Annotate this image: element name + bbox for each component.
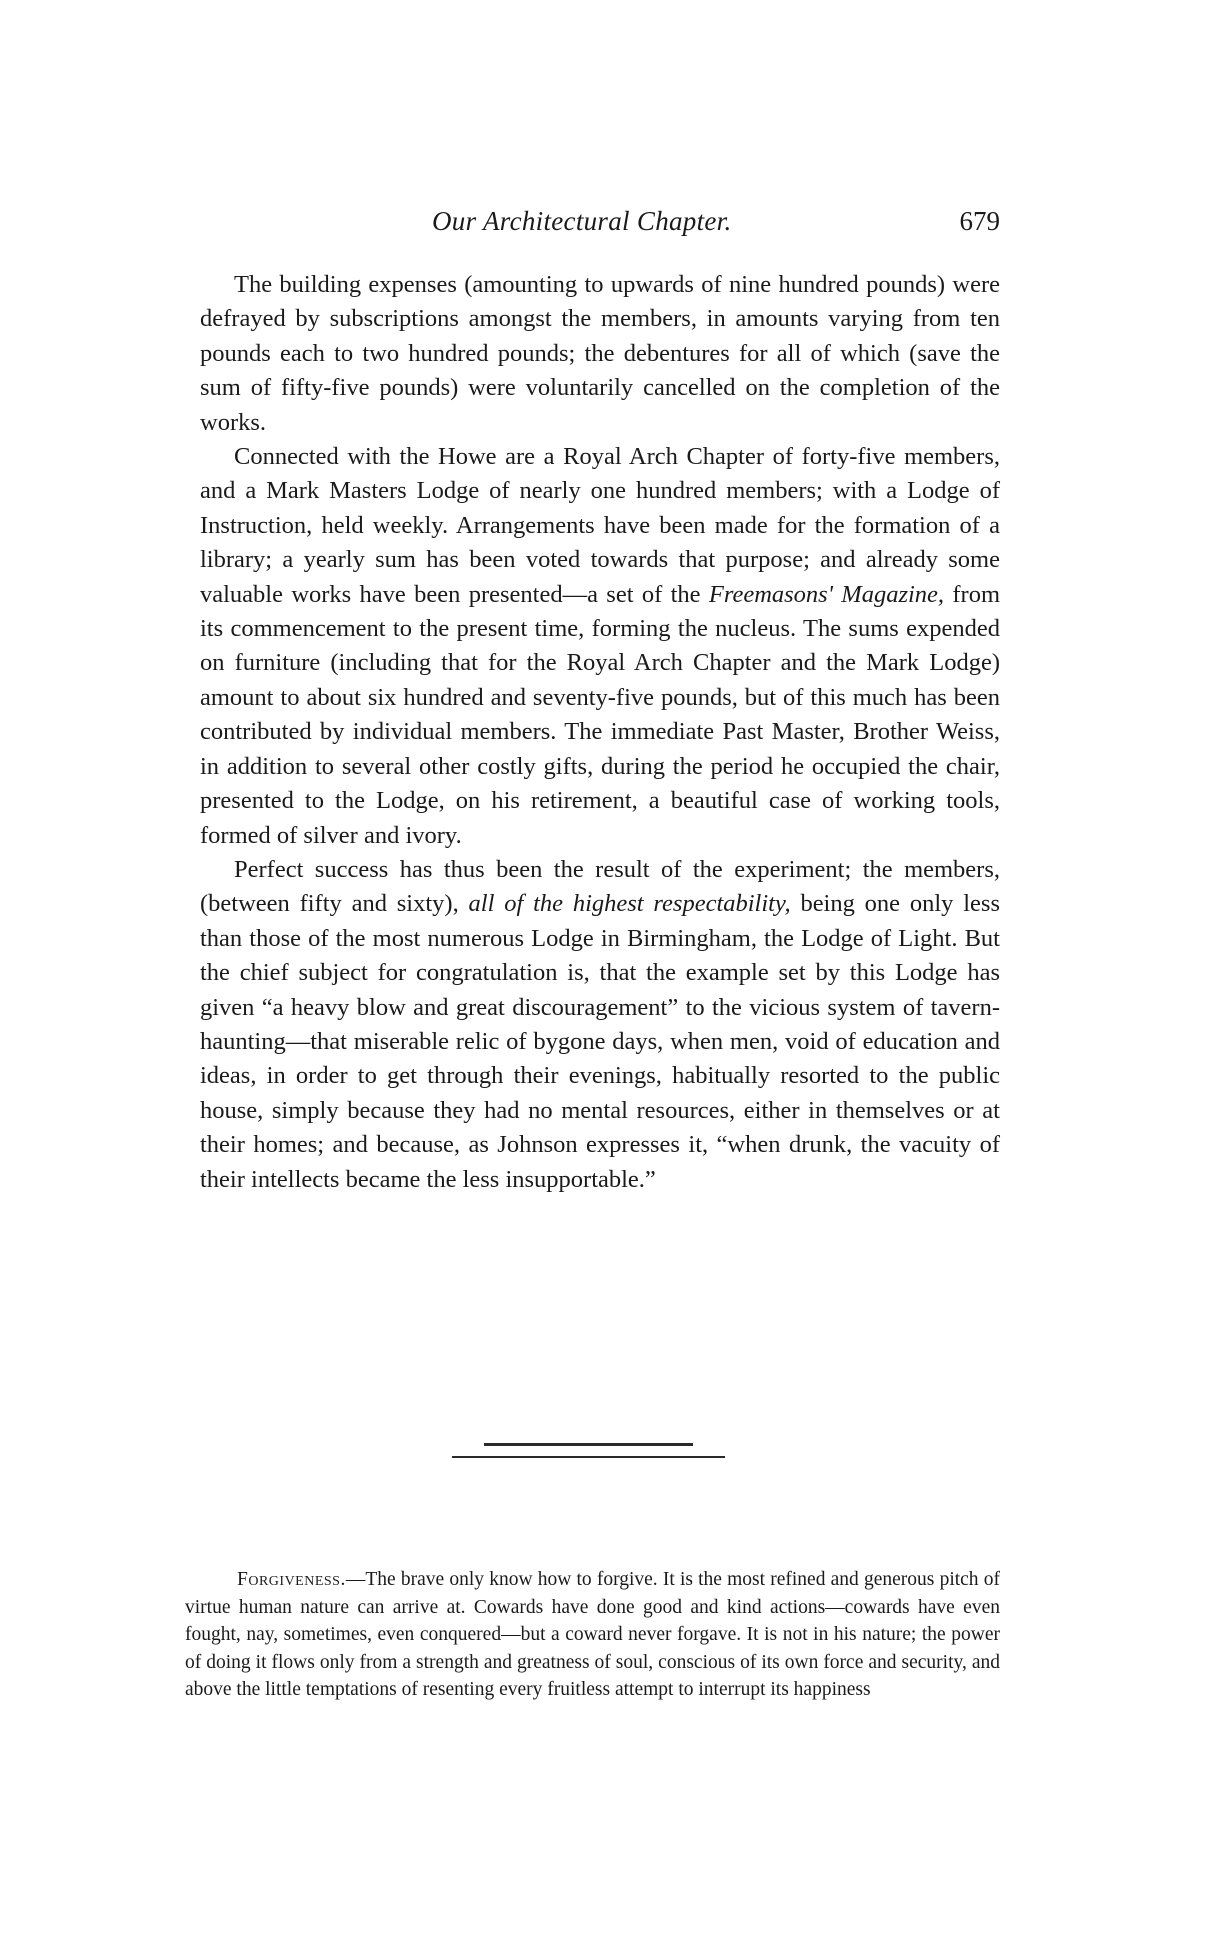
paragraph-perfect-success xyxy=(200,853,1000,1197)
paragraph-text: Perfect success has thus been the result of the experiment; the members, (between fifty and sixty), xyxy=(200,855,1000,918)
filler-note xyxy=(185,1566,1000,1704)
page-number: 679 xyxy=(959,206,1000,236)
paragraph-text: from its commencement to the present time, forming the nucleus. The sums expended on furniture (including that for the Royal Arch Chapter and the Mark Lodge) amount to about six hundred and seventy-five pounds, but of this much has been contributed by individual members. The immediate Past Master, Brother Weiss, in addition to several other costly gifts, during the period he occupied the chair, presented to the Lodge, on his retirement, a beautiful case of working tools, formed of silver and ivory. xyxy=(200,580,1001,849)
section-divider xyxy=(452,1443,725,1463)
running-title: Our Architectural Chapter. xyxy=(432,206,732,236)
paragraph-building-expenses: The building expenses (amounting to upwards of nine hundred pounds) were defrayed by subscriptions amongst the members, in amounts varying from ten pounds each to two hundred pounds; the debentures for all of which (save the sum of fifty-five pounds) were voluntarily cancelled on the completion of the works. xyxy=(200,271,1000,436)
filler-note-paragraph xyxy=(185,1566,1000,1704)
paragraph-text: being one only less than those of the most numerous Lodge in Birmingham, the Lodge of Light. But the chief subject for congratulation is, that the example set by this Lodge has given “a heavy blow and great discouragement” to the vicious system of tavern-haunting—that miserable relic of bygone days, when men, void of education and ideas, in order to get through their evenings, habitually resorted to the public house, simply because they had no mental resources, either in themselves or at their homes; and because, as Johnson expresses it, “when drunk, the vacuity of their intellects became the less insupportable.” xyxy=(200,890,1000,1193)
main-text xyxy=(200,268,1000,1197)
filler-note-text: —The brave only know how to forgive. It is the most refined and generous pitch of virtue human nature can arrive at. Cowards have done good and kind actions—cowards have even fought, nay, sometimes, even conquered—but a coward never forgave. It is not in his nature; the power of doing it flows only from a strength and greatness of soul, conscious of its own force and security, and above the little temptations of resenting every fruitless attempt to interrupt its happiness xyxy=(185,1569,1000,1701)
divider-thick-rule xyxy=(484,1443,693,1446)
emphasis-text: all of the highest respectability, xyxy=(468,890,791,918)
divider-thin-rule xyxy=(452,1456,725,1458)
filler-note-heading: Forgiveness. xyxy=(237,1569,346,1590)
paragraph-text: Connected with the Howe are a Royal Arch Chapter of forty-five members, and a Mark Masters Lodge of nearly one hundred members; with a Lodge of Instruction, held weekly. Arrangements have been made for the formation of a library; a yearly sum has been voted towards that purpose; and already some valuable works have been presented—a set of the xyxy=(200,443,1000,608)
running-head xyxy=(200,206,1000,246)
magazine-title: Freemasons' Magazine, xyxy=(708,580,945,608)
paragraph-connected-chapters xyxy=(200,440,1000,853)
